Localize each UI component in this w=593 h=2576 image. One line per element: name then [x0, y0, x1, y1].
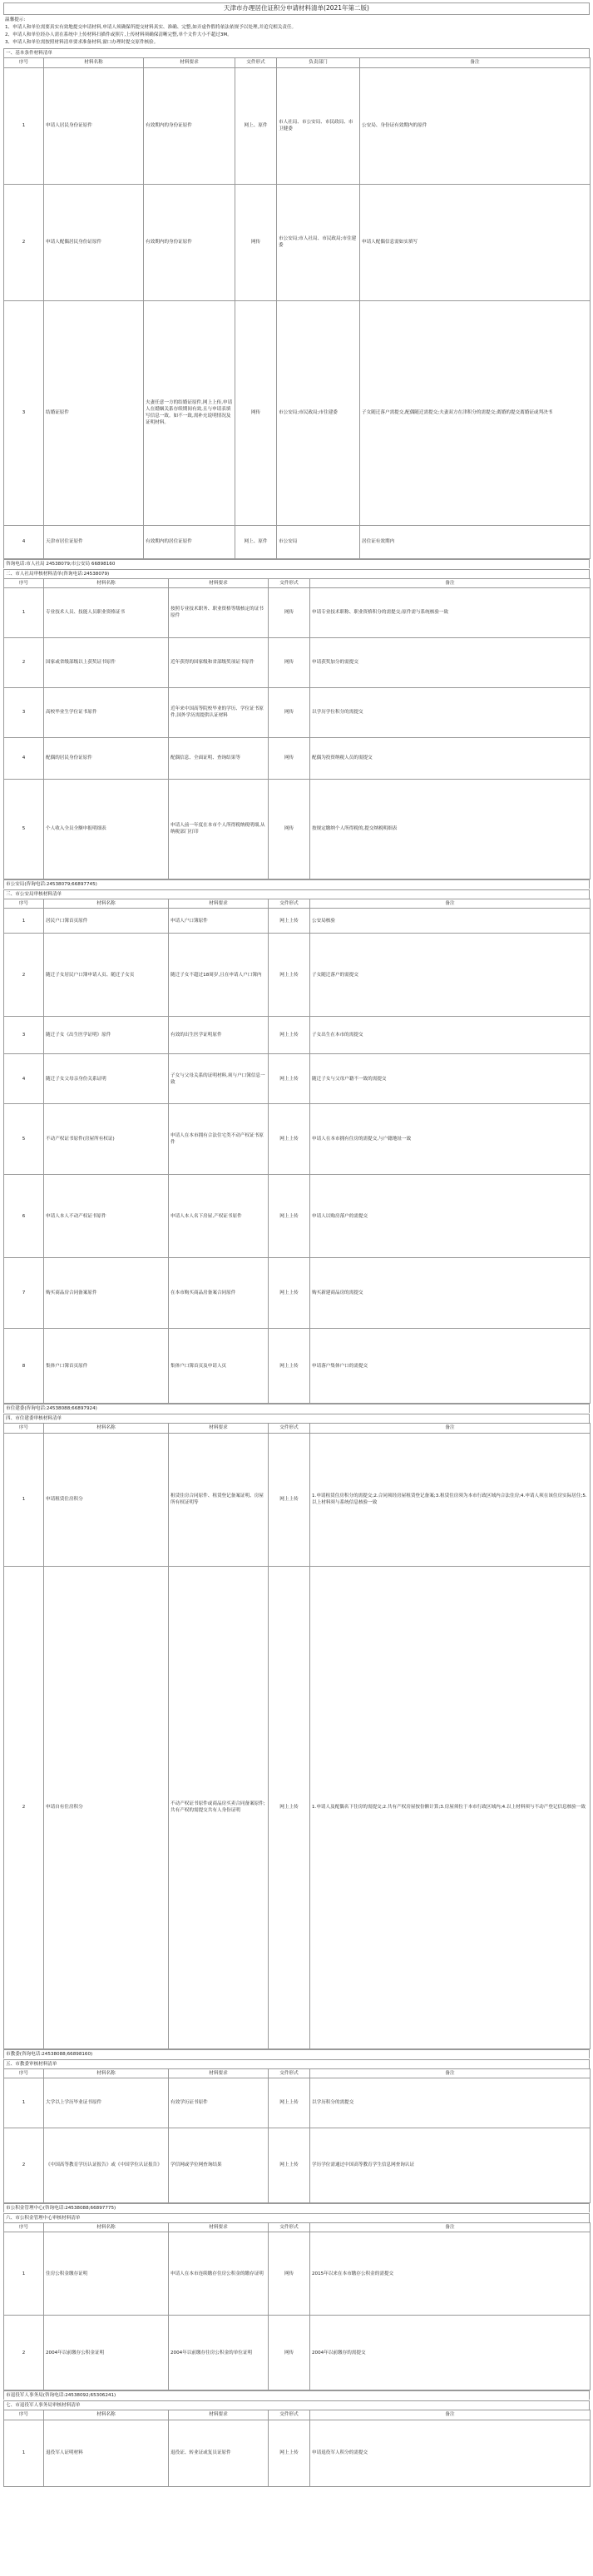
table-cell: 4: [4, 525, 44, 558]
basic-table: [3, 57, 591, 558]
column-header: 交件形式: [269, 578, 310, 587]
table-row: [4, 300, 591, 525]
table-cell: 以学历积分的需提交: [310, 2078, 591, 2128]
table-cell: 8: [4, 1329, 44, 1404]
table-cell: 市人社局、市公安局、市民政局、市卫健委: [277, 67, 360, 184]
table-row: [4, 2128, 591, 2202]
column-header: 序号: [4, 2223, 44, 2232]
table-row: [4, 2232, 591, 2316]
contact-line-4: 市教委(咨询电话:24538088;66898160): [3, 2049, 590, 2058]
section-6-heading: 六、市公积金管理中心审核材料清单: [3, 2213, 590, 2222]
table-cell: 结婚证原件: [44, 300, 144, 525]
table-cell: 2: [4, 1566, 44, 2048]
table-cell: 子女随迁落户的需提交: [310, 934, 591, 1017]
table-cell: 夫妻任意一方的结婚证原件,网上上传,申请人在婚姻关系存续期间有效,且与申请表填写信息一致。如不一致,需补充说明情况及证明材料。: [144, 300, 235, 525]
table-cell: 网上上传: [269, 1104, 310, 1175]
section-4-table: [3, 1423, 591, 2048]
table-cell: 网传: [235, 184, 277, 300]
column-header: 材料名称: [44, 2410, 169, 2420]
notice-item-1: 1、申请人和单位需要真实有效地提交申请材料,申请人须确保所提交材料真实、准确、完整,如弄虚作假将依法依规予以处理,并追究相关责任。: [5, 24, 297, 30]
table-cell: 5: [4, 779, 44, 879]
table-cell: 申请人在本市拥有住房的需提交,与户籍地址一致: [310, 1104, 591, 1175]
table-cell: 申请人以购房落户的需提交: [310, 1175, 591, 1258]
table-cell: 公安局核验: [310, 909, 591, 934]
table-cell: 随迁子女《出生医学证明》原件: [44, 1017, 169, 1054]
section-6-header-row: [4, 2223, 591, 2232]
table-cell: 近年来中国高等院校毕业的学历、学位证书原件,国外学历需提供认证材料: [169, 687, 269, 737]
table-cell: 有效期内的身份证原件: [144, 67, 235, 184]
column-header: 交件形式: [269, 2068, 310, 2078]
section-5-heading: 五、市教委审核材料清单: [3, 2059, 590, 2068]
column-header: 序号: [4, 578, 44, 587]
table-cell: 子女出生在本市的需提交: [310, 1017, 591, 1054]
table-cell: 有效的出生医学证明原件: [169, 1017, 269, 1054]
table-cell: 申请人本人不动产权证书原件: [44, 1175, 169, 1258]
table-cell: 不动产权证书原件或商品房买卖合同备案原件;共有产权的需提交共有人身份证明: [169, 1566, 269, 2048]
table-cell: 网上、原件: [235, 67, 277, 184]
col-note: 备注: [360, 58, 591, 67]
table-cell: 集体户口簿首页及申请人页: [169, 1329, 269, 1404]
col-form: 交件形式: [235, 58, 277, 67]
table-cell: 网传: [269, 779, 310, 879]
section-7-header-row: [4, 2410, 591, 2420]
section-2-table: [3, 578, 591, 879]
column-header: 材料名称: [44, 1424, 169, 1433]
table-cell: 在本市购买商品房备案合同原件: [169, 1258, 269, 1329]
table-cell: 4: [4, 737, 44, 779]
table-cell: 国家或省级部级以上获奖证书原件: [44, 637, 169, 687]
table-cell: 网上上传: [269, 1433, 310, 1566]
table-cell: 1: [4, 2232, 44, 2316]
table-row: [4, 779, 591, 879]
table-cell: 子女随迁落户需提交,配偶随迁需提交;夫妻双方在津积分的需提交;离婚的提交离婚证或判决书: [360, 300, 591, 525]
table-cell: 2: [4, 934, 44, 1017]
section-4-heading: 四、市住建委审核材料清单: [3, 1414, 590, 1423]
table-row: [4, 1175, 591, 1258]
table-cell: 网上上传: [269, 934, 310, 1017]
table-row: [4, 1017, 591, 1054]
column-header: 材料名称: [44, 578, 169, 587]
table-cell: 2: [4, 2316, 44, 2390]
table-cell: 1: [4, 909, 44, 934]
table-cell: 以学历学位积分的需提交: [310, 687, 591, 737]
table-cell: 申请自有住房积分: [44, 1566, 169, 2048]
section-2-header-row: [4, 578, 591, 587]
table-cell: 2004年以前缴存住房公积金的单位证明: [169, 2316, 269, 2390]
table-cell: 1.申请租赁住房积分的需提交;2.合同须经房屋租赁登记备案;3.租赁住房须为本市行政区域内合法住房;4.申请人须在该住房实际居住;5.以上材料须与系统信息核验一致: [310, 1433, 591, 1566]
table-cell: 随迁子女居民户口簿申请人页、随迁子女页: [44, 934, 169, 1017]
section-3-header-row: [4, 899, 591, 909]
table-cell: 1: [4, 67, 44, 184]
table-cell: 申请获奖加分的需提交: [310, 637, 591, 687]
basic-header-row: [4, 58, 591, 67]
table-cell: 申请租赁住房积分: [44, 1433, 169, 1566]
table-cell: 市公安局: [277, 525, 360, 558]
column-header: 交件形式: [269, 2223, 310, 2232]
table-cell: 按规定缴纳个人所得税的,提交纳税明细表: [310, 779, 591, 879]
table-cell: 高校毕业生学位证书原件: [44, 687, 169, 737]
col-no: 序号: [4, 58, 44, 67]
table-cell: 申请人居民身份证原件: [44, 67, 144, 184]
notice-title: 温馨提示:: [5, 17, 26, 22]
table-cell: 网传: [269, 637, 310, 687]
column-header: 序号: [4, 2068, 44, 2078]
table-cell: 租赁住房合同原件、租赁登记备案证明、房屋所有权证明等: [169, 1433, 269, 1566]
table-cell: 1: [4, 1433, 44, 1566]
table-cell: 住房公积金缴存证明: [44, 2232, 169, 2316]
table-cell: 集体户口簿首页原件: [44, 1329, 169, 1404]
table-cell: 随迁子女父母亲身份关系证明: [44, 1054, 169, 1104]
column-header: 材料要求: [169, 578, 269, 587]
column-header: 备注: [310, 899, 591, 909]
table-cell: 居住证有效期内: [360, 525, 591, 558]
section-7-heading: 七、市退役军人事务局审核材料清单: [3, 2400, 590, 2410]
contact-line-2: 市公安局(咨询电话:24538079;66897745): [3, 879, 590, 889]
section-4-header-row: [4, 1424, 591, 1433]
table-cell: 1: [4, 587, 44, 637]
document-title: 天津市办理居住证积分申请材料清单(2021年第二版): [3, 2, 590, 15]
table-cell: 5: [4, 1104, 44, 1175]
table-cell: 申请人在本市连续缴存住房公积金的缴存证明: [169, 2232, 269, 2316]
table-cell: 随迁子女不超过18周岁,且在申请人户口簿内: [169, 934, 269, 1017]
table-cell: 不动产权证书原件(房屋所有权证): [44, 1104, 169, 1175]
column-header: 交件形式: [269, 899, 310, 909]
table-cell: 大学以上学历毕业证书原件: [44, 2078, 169, 2128]
table-cell: 网传: [235, 300, 277, 525]
column-header: 材料要求: [169, 2223, 269, 2232]
section-3-heading: 三、市公安局审核材料清单: [3, 889, 590, 899]
table-row: [4, 2316, 591, 2390]
table-cell: 网传: [269, 587, 310, 637]
table-cell: 4: [4, 1054, 44, 1104]
contact-line-1: 咨询电话:市人社局 24538079;市公安局 66898160: [3, 559, 590, 568]
column-header: 备注: [310, 1424, 591, 1433]
table-cell: 有效学历证书原件: [169, 2078, 269, 2128]
contact-line-6: 市退役军人事务局(咨询电话:24538092;65306241): [3, 2390, 590, 2400]
document: [3, 2, 590, 2487]
table-cell: 网上上传: [269, 1054, 310, 1104]
column-header: 材料名称: [44, 2223, 169, 2232]
column-header: 交件形式: [269, 2410, 310, 2420]
column-header: 材料要求: [169, 1424, 269, 1433]
table-row: [4, 67, 591, 184]
table-cell: 退役军人证明材料: [44, 2420, 169, 2486]
section-7-table: [3, 2410, 591, 2486]
table-row: [4, 184, 591, 300]
table-cell: 网上上传: [269, 1258, 310, 1329]
section-5-table: [3, 2068, 591, 2203]
contact-line-3: 市住建委(咨询电话:24538088;66897924): [3, 1404, 590, 1413]
table-cell: 网上上传: [269, 1017, 310, 1054]
table-cell: 市公安局;市民政局;市住建委: [277, 300, 360, 525]
table-cell: 2: [4, 637, 44, 687]
table-cell: 1.申请人及配偶名下住房的需提交;2.共有产权房屋按份额计算;3.房屋须位于本市行政区域内;4.以上材料须与不动产登记信息核验一致: [310, 1566, 591, 2048]
table-row: [4, 1433, 591, 1566]
col-dept: 负责部门: [277, 58, 360, 67]
section-5-header-row: [4, 2068, 591, 2078]
column-header: 材料名称: [44, 899, 169, 909]
column-header: 备注: [310, 578, 591, 587]
table-cell: 专业技术人员、技能人员职业资格证书: [44, 587, 169, 637]
table-cell: 有效期内的身份证原件: [144, 184, 235, 300]
table-row: [4, 934, 591, 1017]
table-cell: 网上上传: [269, 1566, 310, 2048]
column-header: 序号: [4, 2410, 44, 2420]
table-cell: 网上上传: [269, 909, 310, 934]
section-basic-heading: 一、基本条件材料清单: [3, 48, 590, 57]
column-header: 备注: [310, 2410, 591, 2420]
table-cell: 公安局、身份证有效期内的原件: [360, 67, 591, 184]
column-header: 序号: [4, 1424, 44, 1433]
section-6-table: [3, 2222, 591, 2390]
table-cell: 申请落户集体户口的需提交: [310, 1329, 591, 1404]
table-row: [4, 1566, 591, 2048]
table-cell: 2004年以前缴存的需提交: [310, 2316, 591, 2390]
table-cell: 申请人配偶信息需如实填写: [360, 184, 591, 300]
table-cell: 网上上传: [269, 1175, 310, 1258]
table-cell: 有效期内的居住证原件: [144, 525, 235, 558]
table-row: [4, 525, 591, 558]
table-cell: 3: [4, 687, 44, 737]
table-cell: 网上上传: [269, 2420, 310, 2486]
table-cell: 申请人户口簿原件: [169, 909, 269, 934]
table-row: [4, 2420, 591, 2486]
table-row: [4, 1104, 591, 1175]
table-cell: 申请退役军人积分的需提交: [310, 2420, 591, 2486]
table-cell: 随迁子女与父母户籍不一致的需提交: [310, 1054, 591, 1104]
table-cell: 3: [4, 1017, 44, 1054]
column-header: 材料要求: [169, 2410, 269, 2420]
table-cell: 申请专业技术职称、职业资格积分的需提交;原件需与系统核验一致: [310, 587, 591, 637]
table-cell: 申请人本人名下房屋,产权证书原件: [169, 1175, 269, 1258]
column-header: 材料要求: [169, 2068, 269, 2078]
table-cell: 《中国高等教育学历认证报告》或《中国学位认证报告》: [44, 2128, 169, 2202]
table-cell: 1: [4, 2078, 44, 2128]
table-cell: 1: [4, 2420, 44, 2486]
table-cell: 2015年以来在本市缴存公积金的需提交: [310, 2232, 591, 2316]
col-req: 材料要求: [144, 58, 235, 67]
table-cell: 网传: [269, 2232, 310, 2316]
column-header: 交件形式: [269, 1424, 310, 1433]
table-cell: 居民户口簿首页原件: [44, 909, 169, 934]
section-2-heading: 二、市人社局审核材料清单(咨询电话:24538079): [3, 569, 590, 578]
column-header: 备注: [310, 2068, 591, 2078]
table-cell: 市公安局;市人社局、市民政局;市住建委: [277, 184, 360, 300]
table-cell: 3: [4, 300, 44, 525]
table-cell: 2004年以前缴存公积金证明: [44, 2316, 169, 2390]
table-cell: 个人收入全员全额申报明细表: [44, 779, 169, 879]
table-row: [4, 737, 591, 779]
table-cell: 2: [4, 184, 44, 300]
column-header: 材料要求: [169, 899, 269, 909]
table-cell: 网上、原件: [235, 525, 277, 558]
table-row: [4, 1258, 591, 1329]
table-row: [4, 1329, 591, 1404]
table-row: [4, 1054, 591, 1104]
table-row: [4, 637, 591, 687]
table-cell: 申请人前一年度在本市个人所得税纳税明细,从纳税部门打印: [169, 779, 269, 879]
table-cell: 子女与父母关系的证明材料,须与户口簿信息一致: [169, 1054, 269, 1104]
table-cell: 网上上传: [269, 1329, 310, 1404]
notice-item-3: 3、申请人和单位需按照材料清单要求准备材料,窗口办理时提交原件核验。: [5, 40, 159, 46]
table-cell: 网上上传: [269, 2078, 310, 2128]
column-header: 备注: [310, 2223, 591, 2232]
table-cell: 天津市居住证原件: [44, 525, 144, 558]
column-header: 材料名称: [44, 2068, 169, 2078]
table-cell: 近年获得的国家级和省部级奖项证书原件: [169, 637, 269, 687]
table-cell: 7: [4, 1258, 44, 1329]
contact-line-5: 市公积金管理中心(咨询电话:24538088;66897775): [3, 2203, 590, 2212]
table-row: [4, 2078, 591, 2128]
table-cell: 退役证、转业证或复员证原件: [169, 2420, 269, 2486]
table-cell: 6: [4, 1175, 44, 1258]
table-cell: 配偶的居民身份证原件: [44, 737, 169, 779]
notice-item-2: 2、申请人和单位经办人需在系统中上传材料扫描件或照片,上传材料须确保清晰完整,单个文件大小不超过3M。: [5, 32, 232, 38]
table-cell: 学信网或学位网查询结果: [169, 2128, 269, 2202]
col-name: 材料名称: [44, 58, 144, 67]
table-cell: 购买新建商品房的需提交: [310, 1258, 591, 1329]
table-cell: 学历学位需通过中国高等教育学生信息网查询认证: [310, 2128, 591, 2202]
table-row: [4, 909, 591, 934]
table-cell: 2: [4, 2128, 44, 2202]
table-cell: 申请人配偶居民身份证原件: [44, 184, 144, 300]
table-cell: 网传: [269, 687, 310, 737]
notice-block: [3, 16, 590, 47]
table-cell: 网上上传: [269, 2128, 310, 2202]
table-row: [4, 687, 591, 737]
table-cell: 申请人在本市拥有合法住宅类不动产权证书原件: [169, 1104, 269, 1175]
table-cell: 按照专业技术职务、职业资格等级核定的证书原件: [169, 587, 269, 637]
table-cell: 购买商品房合同备案原件: [44, 1258, 169, 1329]
table-cell: 配偶信息、全面证明、查询结果等: [169, 737, 269, 779]
table-cell: 网传: [269, 737, 310, 779]
column-header: 序号: [4, 899, 44, 909]
table-cell: 配偶为投资纳税人员的需提交: [310, 737, 591, 779]
section-3-table: [3, 899, 591, 1404]
table-row: [4, 587, 591, 637]
table-cell: 网传: [269, 2316, 310, 2390]
